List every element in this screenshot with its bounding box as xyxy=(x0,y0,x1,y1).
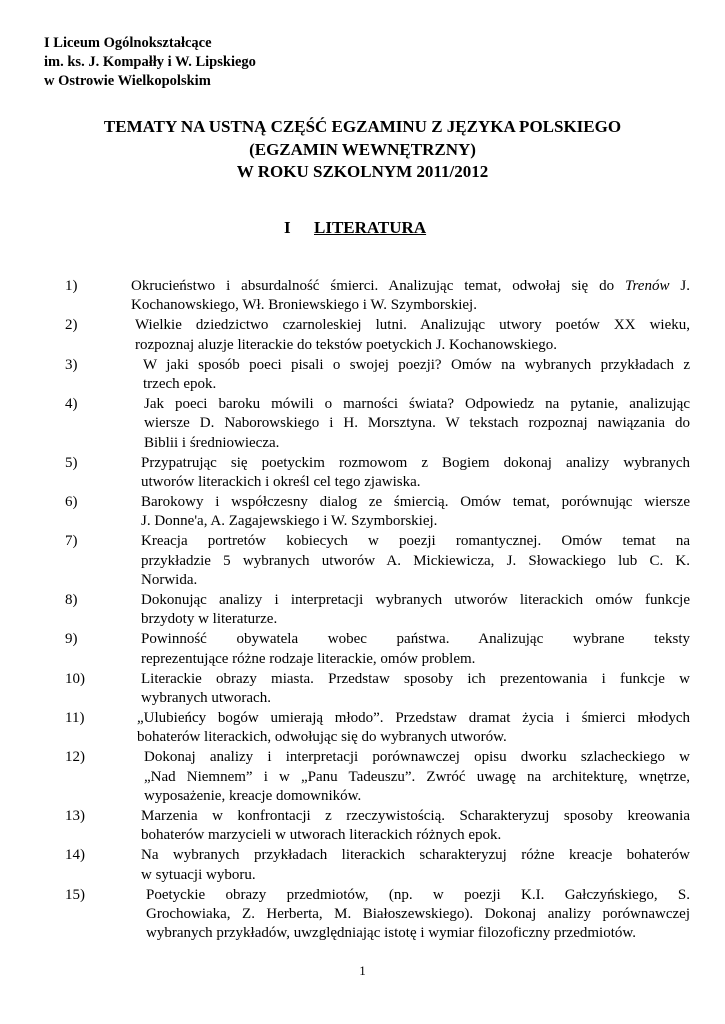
item-line: Dokonaj analizy i interpretacji porównawczej opisu dworku szlacheckiego w xyxy=(144,749,690,766)
item-number: 1) xyxy=(65,278,78,294)
list-item xyxy=(65,316,690,355)
list-item xyxy=(65,846,690,885)
item-line: Biblii i średniowiecza. xyxy=(144,434,280,451)
item-text xyxy=(102,886,690,944)
item-number: 4) xyxy=(65,395,78,412)
item-line: wybranych przykładów, uwzględniając istotę i wymiar filozoficzny przedmiotów. xyxy=(146,925,636,942)
item-line: Poetyckie obrazy przedmiotów, (np. w poezji K.I. Gałczyńskiego, S. xyxy=(146,886,690,903)
list-item xyxy=(65,395,690,453)
document-title xyxy=(0,116,725,184)
item-number: 3) xyxy=(65,356,78,373)
item-line: „Ulubieńcy bogów umierają młodo”. Przedstaw dramat życia i śmierci młodych xyxy=(137,709,690,726)
item-line: „Nad Niemnem” i w „Panu Tadeuszu”. Zwróć uwagę na architekturę, wnętrze, xyxy=(144,768,690,785)
item-line: wybranych utworach. xyxy=(141,690,271,707)
item-text xyxy=(102,630,690,669)
item-line: utworów literackich i określ cel tego zjawiska. xyxy=(141,474,421,491)
item-line: reprezentujące różne rodzaje literackie, omów problem. xyxy=(141,650,476,667)
list-item xyxy=(65,454,690,493)
item-line: W jaki sposób poeci pisali o swojej poezji? Omów na wybranych przykładach z xyxy=(143,356,690,373)
item-number: 13) xyxy=(65,807,85,824)
item-number: 6) xyxy=(65,493,78,510)
item-text xyxy=(102,748,690,806)
item-line: bohaterów marzycieli w utworach literackich różnych epok. xyxy=(141,827,502,844)
item-number: 15) xyxy=(65,886,85,903)
item-line: Okrucieństwo i absurdalność śmierci. Analizując temat, odwołaj się do Trenów J. xyxy=(131,278,690,294)
item-text xyxy=(102,395,690,453)
item-line: wyposażenie, kreacje domowników. xyxy=(144,788,362,805)
item-text xyxy=(102,454,690,493)
list-item xyxy=(65,277,690,316)
item-line: Norwida. xyxy=(141,572,198,589)
school-patron-line: im. ks. J. Kompałły i W. Lipskiego xyxy=(44,54,256,70)
item-text xyxy=(102,493,690,532)
item-line: Wielkie dziedzictwo czarnoleskiej lutni. Analizując utwory poetów XX wieku, xyxy=(135,317,690,334)
school-city-line: w Ostrowie Wielkopolskim xyxy=(44,73,211,89)
item-line: trzech epok. xyxy=(143,376,217,393)
item-text xyxy=(102,316,690,355)
list-item xyxy=(65,670,690,709)
item-line: Przypatrując się poetyckim rozmowom z Bogiem dokonaj analizy wybranych xyxy=(141,454,690,471)
item-line: Literackie obrazy miasta. Przedstaw sposoby ich prezentowania i funkcje w xyxy=(141,670,690,687)
item-line: wiersze D. Naborowskiego i H. Morsztyna. W tekstach rozpoznaj nawiązania do xyxy=(144,415,690,432)
item-line: bohaterów literackich, odwołując się do wybranych utworów. xyxy=(137,729,507,746)
list-item xyxy=(65,532,690,590)
item-line: Dokonując analizy i interpretacji wybranych utworów literackich omów funkcje xyxy=(141,592,690,608)
item-line: Na wybranych przykładach literackich scharakteryzuj różne kreacje bohaterów xyxy=(141,847,690,864)
item-number: 8) xyxy=(65,592,78,608)
list-item xyxy=(65,886,690,944)
item-line: w sytuacji wyboru. xyxy=(141,866,256,883)
list-item xyxy=(65,493,690,532)
item-line: Kreacja portretów kobiecych w poezji romantycznej. Omów temat na xyxy=(141,533,690,550)
item-line: Powinność obywatela wobec państwa. Analizując wybrane teksty xyxy=(141,631,690,648)
item-line: Jak poeci baroku mówili o marności świata? Odpowiedz na pytanie, analizując xyxy=(144,395,690,412)
item-text xyxy=(102,591,690,630)
item-text xyxy=(102,356,690,395)
item-text xyxy=(102,277,690,316)
item-line: J. Donne'a, A. Zagajewskiego i W. Szymborskiej. xyxy=(141,513,438,530)
list-item xyxy=(65,709,690,748)
item-line: brzydoty w literaturze. xyxy=(141,611,278,628)
page-number: 1 xyxy=(359,963,366,978)
item-number: 7) xyxy=(65,533,78,550)
school-name-line: I Liceum Ogólnokształcące xyxy=(44,35,212,51)
title-line-1: TEMATY NA USTNĄ CZĘŚĆ EGZAMINU Z JĘZYKA POLSKIEGO xyxy=(103,117,622,136)
item-text xyxy=(102,807,690,846)
section-number: I xyxy=(284,218,291,237)
item-number: 10) xyxy=(65,670,85,687)
item-number: 11) xyxy=(65,709,85,726)
list-item xyxy=(65,748,690,806)
item-text xyxy=(102,532,690,590)
item-number: 5) xyxy=(65,454,78,471)
item-text xyxy=(102,846,690,885)
item-line: Kochanowskiego, Wł. Broniewskiego i W. Szymborskiej. xyxy=(131,297,477,314)
section-label: LITERATURA xyxy=(314,218,427,237)
item-line: Grochowiaka, Z. Herberta, M. Białoszewskiego). Dokonaj analizy porównawczej xyxy=(146,906,690,922)
school-header xyxy=(44,34,256,91)
italic-title: Trenów xyxy=(625,278,670,294)
item-number: 14) xyxy=(65,847,85,864)
item-line: rozpoznaj aluzje literackie do tekstów poetyckich J. Kochanowskiego. xyxy=(135,336,557,353)
section-heading xyxy=(284,218,426,238)
topic-list xyxy=(65,277,690,944)
item-line: Barokowy i współczesny dialog ze śmiercią. Omów temat, porównując wiersze xyxy=(141,493,690,510)
list-item xyxy=(65,630,690,669)
item-number: 9) xyxy=(65,631,78,648)
item-text xyxy=(102,709,690,748)
item-number: 12) xyxy=(65,749,85,766)
item-line: Marzenia w konfrontacji z rzeczywistością. Scharakteryzuj sposoby kreowania xyxy=(141,807,690,824)
list-item xyxy=(65,807,690,846)
item-line: przykładzie 5 wybranych utworów A. Mickiewicza, J. Słowackiego lub C. K. xyxy=(141,552,690,569)
item-text xyxy=(102,670,690,709)
title-line-2: (EGZAMIN WEWNĘTRZNY) xyxy=(249,139,476,159)
list-item xyxy=(65,591,690,630)
list-item xyxy=(65,356,690,395)
title-line-3: W ROKU SZKOLNYM 2011/2012 xyxy=(236,162,489,181)
item-number: 2) xyxy=(65,317,78,334)
